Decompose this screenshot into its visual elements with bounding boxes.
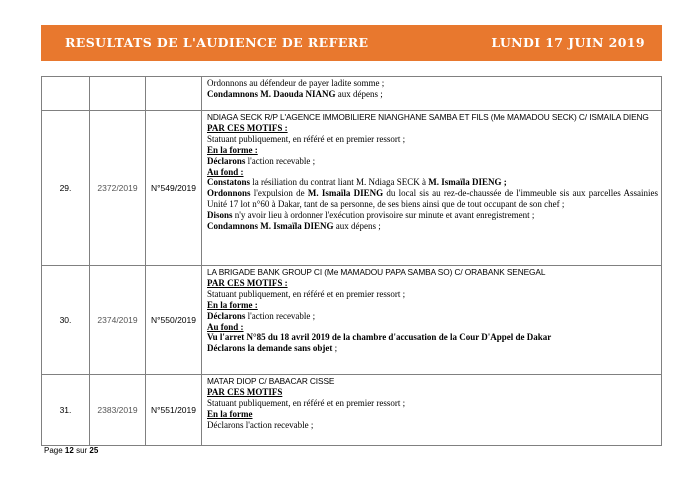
text-segment: PAR CES MOTIFS : bbox=[207, 122, 288, 133]
text-segment: M. Ismaïla DIENG bbox=[307, 188, 384, 199]
case-number: 29. bbox=[42, 111, 90, 266]
ordonnance-number bbox=[146, 77, 202, 111]
text-segment: En la forme bbox=[207, 408, 253, 419]
text-segment: En la forme : bbox=[207, 144, 258, 155]
document-title: RESULTATS DE L'AUDIENCE DE REFERE bbox=[65, 35, 369, 50]
decision-text bbox=[202, 266, 662, 375]
text-segment: l'action recevable ; bbox=[245, 155, 316, 166]
rg-number: 2372/2019 bbox=[90, 111, 146, 266]
page-total: 25 bbox=[89, 446, 99, 455]
text-segment: Condamnons M. Ismaïla DIENG bbox=[207, 221, 334, 232]
case-number: 30. bbox=[42, 266, 90, 375]
results-table bbox=[41, 76, 662, 446]
section-heading bbox=[207, 300, 658, 311]
text-segment: NDIAGA SECK R/P L'AGENCE IMMOBILIERE NIANGHANE SAMBA ET FILS (Me MAMADOU SECK) C/ ISMAILA DIENG bbox=[207, 112, 649, 122]
page-footer bbox=[44, 446, 98, 455]
text-segment: MATAR DIOP C/ BABACAR CISSE bbox=[207, 376, 335, 386]
text-segment: Ordonnons au défendeur de payer ladite somme ; bbox=[207, 78, 385, 88]
text-segment: Statuant publiquement, en référé et en premier ressort ; bbox=[207, 133, 406, 144]
text-segment: M. Ismaïla DIENG ; bbox=[428, 177, 507, 188]
text-segment: PAR CES MOTIFS : bbox=[207, 277, 288, 288]
section-heading bbox=[207, 409, 658, 420]
table-row bbox=[42, 266, 662, 375]
case-parties bbox=[207, 376, 658, 387]
case-parties bbox=[207, 267, 658, 278]
table-row bbox=[42, 111, 662, 266]
ordonnance-number: N°551/2019 bbox=[146, 375, 202, 446]
decision-line bbox=[207, 420, 658, 431]
rg-number: 2383/2019 bbox=[90, 375, 146, 446]
decision-line bbox=[207, 134, 658, 145]
section-heading bbox=[207, 123, 658, 134]
decision-line bbox=[207, 398, 658, 409]
header-banner bbox=[41, 25, 662, 61]
text-segment: l'action recevable ; bbox=[245, 310, 316, 321]
section-heading bbox=[207, 322, 658, 333]
decision-line bbox=[207, 343, 658, 354]
decision-line bbox=[207, 78, 658, 89]
decision-line bbox=[207, 289, 658, 300]
section-heading bbox=[207, 167, 658, 178]
text-segment: aux dépens ; bbox=[333, 221, 381, 232]
text-segment: En la forme : bbox=[207, 299, 258, 310]
decision-line bbox=[207, 210, 658, 221]
text-segment: Déclarons la demande sans objet bbox=[207, 343, 333, 354]
page-label: Page bbox=[44, 446, 63, 455]
hearing-date: LUNDI 17 JUIN 2019 bbox=[491, 35, 645, 50]
text-segment: Ordonnons bbox=[207, 188, 251, 199]
decision-line bbox=[207, 89, 658, 100]
text-segment: Déclarons bbox=[207, 155, 246, 166]
case-number bbox=[42, 77, 90, 111]
decision-text bbox=[202, 111, 662, 266]
decision-line bbox=[207, 311, 658, 322]
text-segment: Statuant publiquement, en référé et en premier ressort ; bbox=[207, 288, 406, 299]
decision-line bbox=[207, 221, 658, 232]
text-segment: du local sis au rez-de-chaussée de l'immeuble sis aux parcelles Assainies Unité 17 lot n°60 à Dakar, tant de sa personne, de ses biens ainsi que de tout occupant de son chef ; bbox=[207, 188, 658, 210]
text-segment: Vu l'arret N°85 du 18 avril 2019 de la chambre d'accusation de la Cour D'Appel de Dakar bbox=[207, 332, 552, 343]
text-segment: n'y avoir lieu à ordonner l'exécution provisoire sur minute et avant enregistrement ; bbox=[232, 210, 535, 221]
rg-number bbox=[90, 77, 146, 111]
ordonnance-number: N°549/2019 bbox=[146, 111, 202, 266]
table-row bbox=[42, 77, 662, 111]
text-segment: Au fond : bbox=[207, 166, 244, 177]
case-parties bbox=[207, 112, 658, 123]
text-segment: Déclarons bbox=[207, 310, 246, 321]
rg-number: 2374/2019 bbox=[90, 266, 146, 375]
decision-text bbox=[202, 375, 662, 446]
section-heading bbox=[207, 278, 658, 289]
text-segment: Constatons bbox=[207, 177, 251, 188]
decision-text bbox=[202, 77, 662, 111]
text-segment: Condamnons M. Daouda NIANG bbox=[207, 88, 336, 99]
decision-line bbox=[207, 156, 658, 167]
text-segment: Disons bbox=[207, 210, 233, 221]
page-separator: sur bbox=[76, 446, 88, 455]
text-segment: Déclarons l'action recevable ; bbox=[207, 419, 314, 430]
decision-line bbox=[207, 188, 658, 210]
text-segment: aux dépens ; bbox=[335, 88, 383, 99]
text-segment: la résiliation du contrat liant M. Ndiaga SECK à bbox=[250, 177, 429, 188]
text-segment: LA BRIGADE BANK GROUP CI (Me MAMADOU PAPA SAMBA SO) C/ ORABANK SENEGAL bbox=[207, 267, 546, 277]
text-segment: ; bbox=[332, 343, 338, 354]
text-segment: Statuant publiquement, en référé et en premier ressort ; bbox=[207, 397, 406, 408]
section-heading bbox=[207, 145, 658, 156]
text-segment: PAR CES MOTIFS bbox=[207, 386, 283, 397]
text-segment: l'expulsion de bbox=[250, 188, 308, 199]
decision-line bbox=[207, 177, 658, 188]
text-segment: Au fond : bbox=[207, 321, 244, 332]
section-heading bbox=[207, 387, 658, 398]
case-number: 31. bbox=[42, 375, 90, 446]
decision-line bbox=[207, 332, 658, 343]
ordonnance-number: N°550/2019 bbox=[146, 266, 202, 375]
table-row bbox=[42, 375, 662, 446]
page-current: 12 bbox=[64, 446, 74, 455]
